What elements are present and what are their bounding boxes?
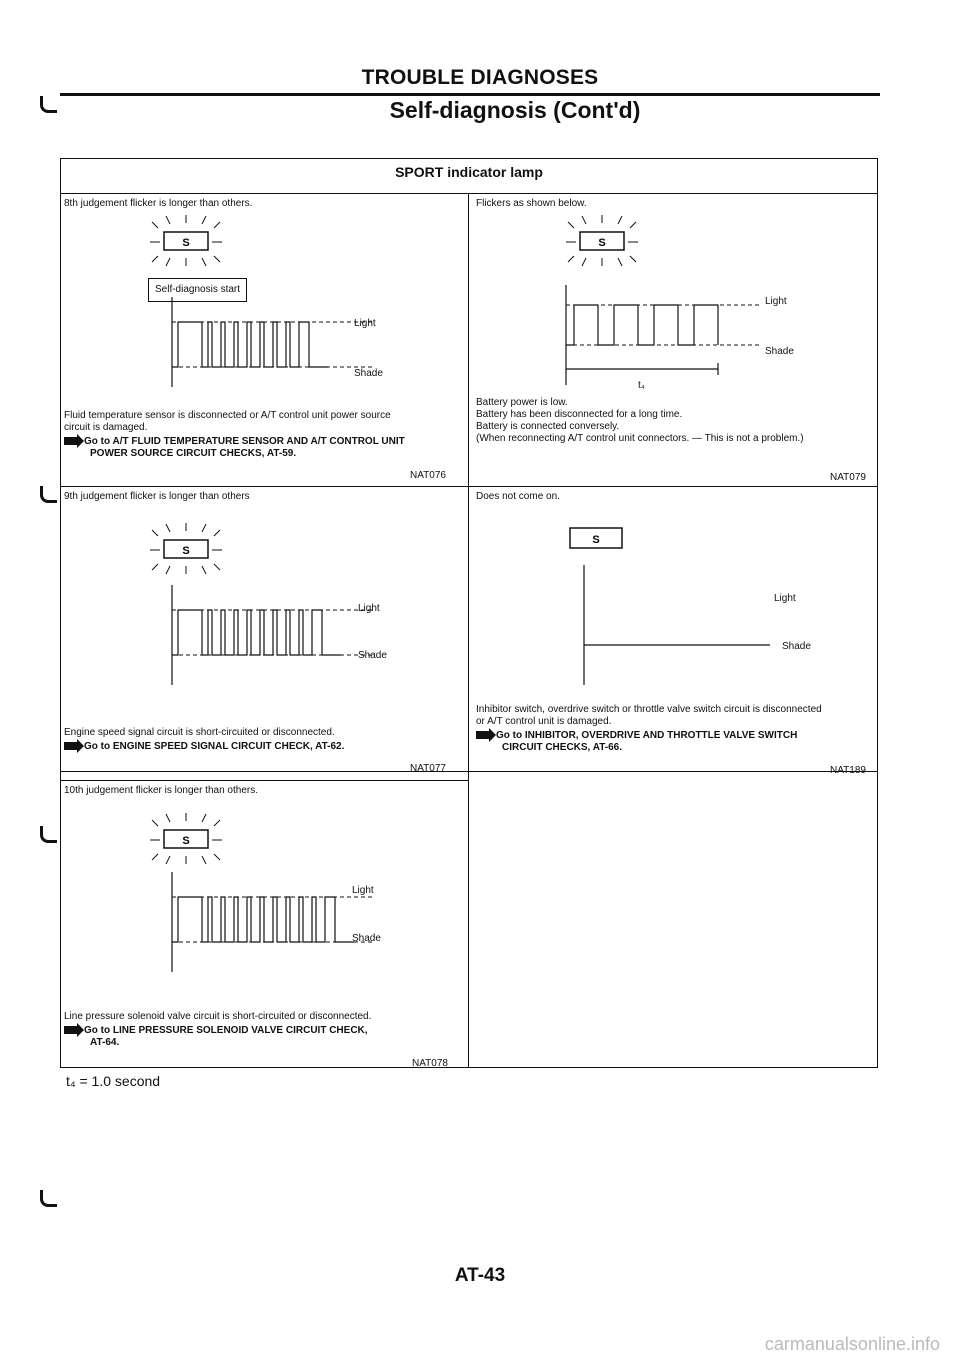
self-diagnosis-start-label: Self-diagnosis start — [148, 278, 247, 302]
shade-label: Shade — [358, 650, 387, 661]
table-title-rule — [60, 193, 878, 194]
cell-9th-description: Engine speed signal circuit is short-circuited or disconnected. — [64, 727, 335, 738]
binder-mark — [40, 96, 57, 113]
sport-lamp-lit-icon — [552, 212, 652, 272]
binder-mark — [40, 826, 57, 843]
figure-code: NAT077 — [410, 763, 446, 774]
figure-code: NAT189 — [830, 765, 866, 776]
cell-off-description: Inhibitor switch, overdrive switch or throttle valve switch circuit is disconnected or A/T control unit is damaged. — [476, 704, 822, 727]
light-label: Light — [765, 296, 787, 307]
figure-code: NAT078 — [412, 1058, 448, 1069]
cell-10th-goto: Go to LINE PRESSURE SOLENOID VALVE CIRCUIT CHECK, AT-64. — [64, 1025, 368, 1049]
shade-label: Shade — [354, 368, 383, 379]
sport-lamp-lit-icon — [136, 520, 236, 580]
svg-text:S: S — [598, 237, 606, 249]
binder-mark — [40, 1190, 57, 1207]
cell-10th-description: Line pressure solenoid valve circuit is short-circuited or disconnected. — [64, 1011, 372, 1022]
flicker-waveform-9th — [168, 585, 378, 695]
table-title: SPORT indicator lamp — [395, 164, 543, 180]
t4-label: t₄ — [638, 380, 645, 391]
flicker-waveform-8th — [168, 297, 378, 387]
cell-8th-heading: 8th judgement flicker is longer than others. — [64, 198, 253, 209]
light-label: Light — [354, 318, 376, 329]
cell-off-goto: Go to INHIBITOR, OVERDRIVE AND THROTTLE VALVE SWITCH CIRCUIT CHECKS, AT-66. — [476, 730, 797, 754]
svg-text:S: S — [182, 237, 190, 249]
figure-code: NAT079 — [830, 472, 866, 483]
arrow-icon — [476, 731, 490, 739]
watermark: carmanualsonline.info — [764, 1334, 940, 1354]
table-lower-row — [60, 772, 878, 1068]
cell-flicker-heading: Flickers as shown below. — [476, 198, 587, 209]
section-subtitle: Self-diagnosis (Cont'd) — [389, 97, 641, 123]
header-rule — [60, 93, 880, 96]
light-label: Light — [352, 885, 374, 896]
section-title: TROUBLE DIAGNOSES — [361, 66, 599, 89]
column-divider — [468, 193, 469, 772]
shade-label: Shade — [782, 641, 811, 652]
row-divider-1 — [60, 486, 878, 487]
column-divider-lower — [468, 772, 469, 1068]
cell-9th-heading: 9th judgement flicker is longer than others — [64, 491, 250, 502]
shade-label: Shade — [765, 346, 794, 357]
cell-10th-heading: 10th judgement flicker is longer than others. — [64, 785, 258, 796]
cell-9th-goto: Go to ENGINE SPEED SIGNAL CIRCUIT CHECK, AT-62. — [64, 741, 344, 753]
svg-text:S: S — [592, 534, 600, 546]
figure-code: NAT076 — [410, 470, 446, 481]
svg-text:S: S — [182, 545, 190, 557]
light-label: Light — [358, 603, 380, 614]
light-label: Light — [774, 593, 796, 604]
cell-8th-description: Fluid temperature sensor is disconnected or A/T control unit power source circuit is damaged. — [64, 410, 391, 433]
lamp-off-waveform — [580, 565, 780, 685]
cell-off-heading: Does not come on. — [476, 491, 560, 502]
binder-mark — [40, 486, 57, 503]
sport-lamp-off-icon — [566, 524, 626, 552]
cell-flicker-description: Battery power is low. Battery has been disconnected for a long time. Battery is connected conversely. (When reconnecting A/T control unit connectors. — This is not a problem.) — [476, 397, 804, 444]
page-number: AT-43 — [454, 1265, 506, 1286]
flicker-waveform-battery — [562, 285, 762, 395]
svg-text:S: S — [182, 835, 190, 847]
shade-label: Shade — [352, 933, 381, 944]
arrow-icon — [64, 437, 78, 445]
footnote: t₄ = 1.0 second — [66, 1073, 161, 1089]
arrow-icon — [64, 742, 78, 750]
cell-8th-goto: Go to A/T FLUID TEMPERATURE SENSOR AND A/T CONTROL UNIT POWER SOURCE CIRCUIT CHECKS, AT-59. — [64, 436, 405, 460]
row-divider-2 — [60, 780, 468, 781]
sport-lamp-lit-icon — [136, 212, 236, 272]
